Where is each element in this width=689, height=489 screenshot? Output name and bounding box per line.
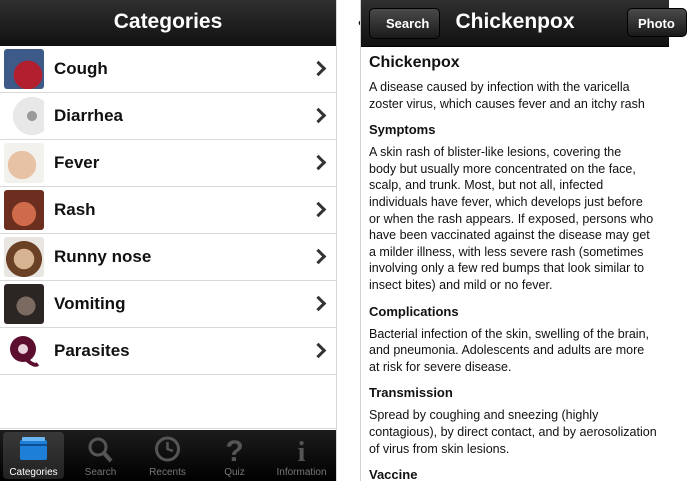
chevron-right-icon: [311, 108, 327, 124]
tab-information[interactable]: [268, 430, 335, 481]
symptoms-line: or when the rash appears. If exposed, persons who: [369, 211, 654, 226]
intro-line: A disease caused by infection with the varicella: [369, 80, 630, 94]
symptoms-line: scalp, and trunk. Most, but not all, infected: [369, 178, 604, 193]
chevron-right-icon: [311, 296, 327, 312]
svg-text:i: i: [297, 437, 306, 468]
symptoms-line: involving only a few red bumps that look similar to: [369, 261, 645, 276]
tab-recents[interactable]: [134, 430, 201, 481]
page-title: Categories: [113, 10, 223, 33]
complications-heading: Complications: [369, 303, 459, 319]
tab-label: Quiz: [224, 467, 245, 478]
tab-label: Search: [84, 467, 117, 478]
intro-line: zoster virus, which causes fever and an itchy rash: [369, 96, 645, 111]
svg-text:?: ?: [225, 435, 244, 468]
symptoms-line: body but usually more concentrated on the face,: [369, 161, 636, 176]
category-row-fever[interactable]: [0, 140, 336, 187]
toilet-paper-icon: [4, 96, 44, 136]
child-fever-photo-icon: [4, 143, 44, 183]
category-label: Rash: [54, 200, 96, 219]
category-list: [0, 46, 336, 429]
symptoms-line: a milder illness, with less severe rash (sometimes: [369, 244, 644, 259]
article-content: [369, 54, 689, 489]
chevron-right-icon: [311, 202, 327, 218]
parasite-photo-icon: [4, 331, 44, 371]
question-icon: [201, 434, 268, 468]
category-row-runny-nose[interactable]: [0, 234, 336, 281]
chevron-right-icon: [311, 249, 327, 265]
tab-label: Information: [276, 467, 327, 478]
category-label: Runny nose: [54, 247, 152, 266]
categories-icon: [0, 434, 67, 464]
page-title: Chickenpox: [455, 10, 575, 33]
chevron-right-icon: [311, 61, 327, 77]
info-icon: [268, 434, 335, 468]
symptoms-line: individuals have fever, which develops just before: [369, 194, 643, 209]
transmission-line: of virus from skin lesions.: [369, 441, 510, 456]
tab-label: Categories: [9, 467, 58, 478]
transmission-line: contagious), by direct contact, and by aerosolization: [369, 424, 657, 439]
category-row-diarrhea[interactable]: [0, 93, 336, 140]
tab-categories[interactable]: [0, 430, 67, 481]
vaccine-heading: Vaccine: [369, 467, 418, 483]
navigation-bar: [0, 0, 336, 47]
category-label: Cough: [54, 59, 108, 78]
tab-bar: [0, 430, 336, 481]
symptoms-line: A skin rash of blister-like lesions, covering the: [369, 145, 622, 160]
category-label: Diarrhea: [54, 106, 123, 125]
back-button[interactable]: Search: [369, 8, 440, 39]
vomiting-photo-icon: [4, 284, 44, 324]
category-row-cough[interactable]: [0, 46, 336, 93]
categories-screen: [0, 0, 337, 481]
category-row-vomiting[interactable]: [0, 281, 336, 328]
category-row-rash[interactable]: [0, 187, 336, 234]
rash-photo-icon: [4, 190, 44, 230]
symptoms-line: have been vaccinated against the disease may get: [369, 228, 650, 243]
runny-nose-photo-icon: [4, 237, 44, 277]
empty-list-row: [0, 375, 336, 429]
tab-quiz[interactable]: [201, 430, 268, 481]
chevron-right-icon: [311, 343, 327, 359]
cough-photo-icon: [4, 49, 44, 89]
transmission-line: Spread by coughing and sneezing (highly: [369, 408, 599, 423]
tab-search[interactable]: [67, 430, 134, 481]
complications-line: at risk for severe disease.: [369, 359, 512, 374]
search-icon: [67, 434, 134, 464]
detail-screen: [360, 0, 675, 483]
symptoms-line: insect bites) and mild or no fever.: [369, 277, 553, 292]
category-label: Parasites: [54, 341, 130, 360]
article-title: Chickenpox: [369, 54, 460, 71]
category-label: Vomiting: [54, 294, 126, 313]
chevron-right-icon: [311, 155, 327, 171]
category-label: Fever: [54, 153, 100, 172]
complications-line: and pneumonia. Adolescents and adults are more: [369, 343, 645, 358]
transmission-heading: Transmission: [369, 385, 453, 401]
clock-icon: [134, 434, 201, 464]
symptoms-heading: Symptoms: [369, 122, 436, 138]
category-row-parasites[interactable]: [0, 328, 336, 375]
navigation-bar: [361, 0, 675, 47]
complications-line: Bacterial infection of the skin, swelling of the brain,: [369, 326, 650, 341]
tab-label: Recents: [149, 467, 186, 478]
photo-button[interactable]: Photo: [627, 8, 687, 37]
